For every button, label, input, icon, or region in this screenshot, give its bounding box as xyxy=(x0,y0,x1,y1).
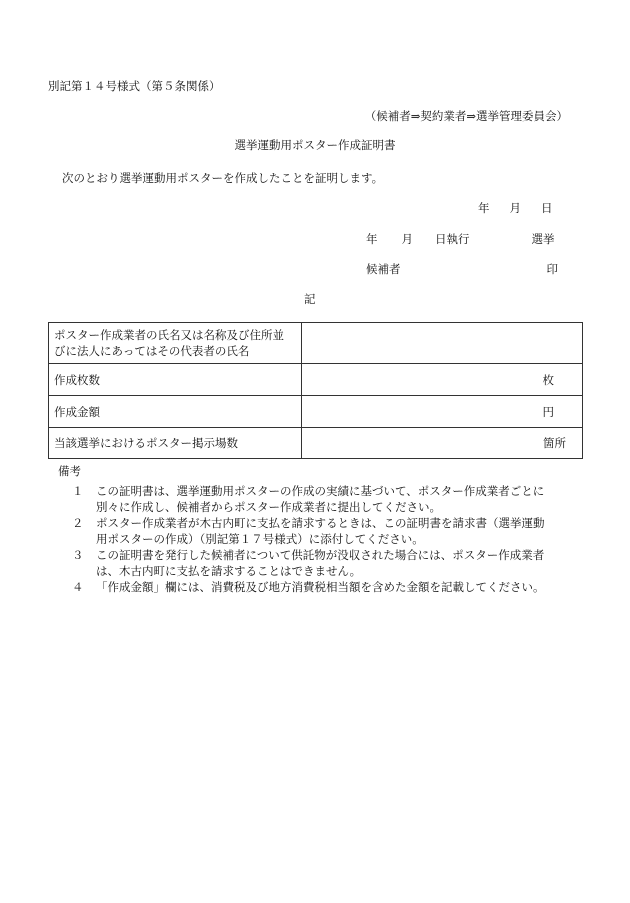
row-label-line: びに法人にあってはその代表者の氏名 xyxy=(54,344,250,358)
posting-sites-value-cell[interactable] xyxy=(302,428,583,459)
note-line: 「作成金額」欄には、消費税及び地方消費税相当額を含めた金額を記載してください。 xyxy=(96,580,545,594)
row-label-quantity: 作成枚数 xyxy=(49,364,302,396)
form-number: 別記第１４号様式（第５条関係） xyxy=(48,79,221,93)
unit-label: 枚 xyxy=(542,372,554,387)
seal-label: 印 xyxy=(546,262,558,276)
note-line: この証明書は、選挙運動用ポスターの作成の実績に基づいて、ポスター作成業者ごとに xyxy=(96,484,545,498)
table-row xyxy=(49,323,583,364)
note-item xyxy=(72,548,584,579)
quantity-value-cell[interactable] xyxy=(302,364,583,396)
notes-list xyxy=(72,484,584,597)
note-number: ３ xyxy=(72,548,84,562)
date-year-label: 年 xyxy=(478,201,490,215)
note-item xyxy=(72,484,584,515)
exec-day-label: 日執行 xyxy=(435,232,470,246)
note-item xyxy=(72,580,584,596)
note-item xyxy=(72,516,584,547)
document-title: 選挙運動用ポスター作成証明書 xyxy=(234,138,396,152)
note-line: は、木古内町に支払を請求することはできません。 xyxy=(96,563,362,578)
table-row xyxy=(49,428,583,459)
note-number: ４ xyxy=(72,580,84,594)
candidate-row xyxy=(366,263,558,277)
table-row xyxy=(49,364,583,396)
note-line: 用ポスターの作成）（別記第１７号様式）に添付してください。 xyxy=(96,531,424,546)
election-label: 選挙 xyxy=(531,232,555,246)
row-label-posting-sites: 当該選挙におけるポスター掲示場数 xyxy=(49,428,302,459)
note-number: ２ xyxy=(72,516,84,530)
date-day-label: 日 xyxy=(541,201,553,215)
row-label-amount: 作成金額 xyxy=(49,396,302,428)
table-row xyxy=(49,396,583,428)
issue-date xyxy=(478,202,553,216)
note-line: この証明書を発行した候補者について供託物が没収された場合には、ポスター作成業者 xyxy=(96,548,545,562)
date-month-label: 月 xyxy=(509,201,521,215)
ki-marker: 記 xyxy=(304,292,316,306)
certificate-table xyxy=(48,322,583,459)
note-line: ポスター作成業者が木古内町に支払を請求するときは、この証明書を請求書（選挙運動 xyxy=(96,516,545,530)
intro-text: 次のとおり選挙運動用ポスターを作成したことを証明します。 xyxy=(62,171,384,185)
exec-year-label: 年 xyxy=(366,232,378,246)
election-execution xyxy=(366,233,555,247)
submission-route: （候補者⇒契約業者⇒選挙管理委員会） xyxy=(364,109,568,123)
unit-label: 円 xyxy=(542,404,554,419)
producer-value-cell[interactable] xyxy=(302,323,583,364)
note-line: 別々に作成し、候補者からポスター作成業者に提出してください。 xyxy=(96,499,441,514)
candidate-label: 候補者 xyxy=(366,262,401,276)
exec-month-label: 月 xyxy=(401,232,413,246)
notes-heading: 備考 xyxy=(58,464,81,478)
row-label-line: ポスター作成業者の氏名又は名称及び住所並 xyxy=(54,328,284,342)
unit-label: 箇所 xyxy=(543,436,566,450)
amount-value-cell[interactable] xyxy=(302,396,583,428)
row-label-producer xyxy=(49,323,302,364)
note-number: １ xyxy=(72,484,84,498)
